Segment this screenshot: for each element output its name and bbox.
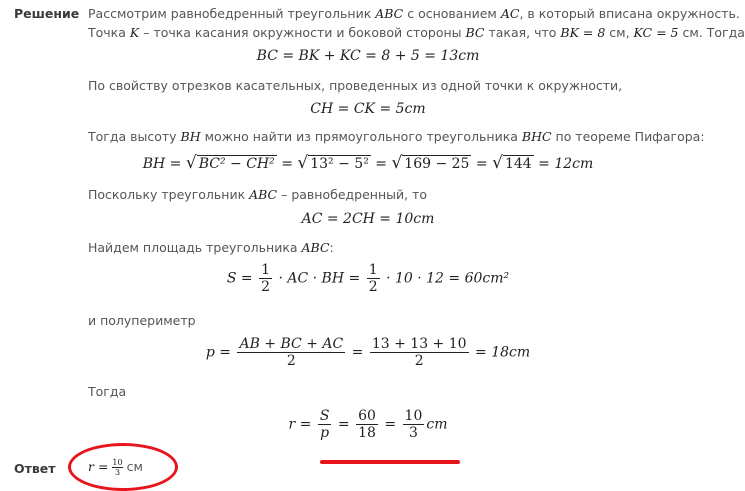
paragraph-tangent-property: По свойству отрезков касательных, проведенных из одной точки к окружности,: [88, 78, 623, 93]
formula-ch: CH = CK = 5cm: [310, 101, 426, 117]
formula-bc: BC = BK + KC = 8 + 5 = 13cm: [256, 48, 480, 64]
formula-bh: BH = √ BC² − CH² = √ 13² − 5² = √ 169 − 25 = √ 144 = 12cm: [142, 153, 594, 173]
paragraph-intro-line1: Рассмотрим равнобедренный треугольник ABC с основанием AC, в который вписана окружность.: [88, 6, 740, 21]
paragraph-then: Тогда: [88, 384, 127, 399]
formula-area: S = $\frac{1}{2}$ · AC · BH = $\frac{1}{2}$ · 10 · 12 = 60cm²: [226, 262, 510, 295]
formula-radius: r = $\frac{S}{p}$ = $\frac{60}{18}$ = $\frac{10}{3}$ cm: [288, 408, 448, 441]
solution-content: [88, 0, 745, 489]
answer-value: r = $\frac{10}{3}$ см: [88, 458, 143, 477]
red-underline-annotation: [320, 460, 460, 464]
paragraph-semiperimeter: и полупериметр: [88, 313, 196, 328]
formula-semiperimeter: p = $\frac{AB + BC + AC}{2}$ = $\frac{13 + 13 + 10}{2}$ = 18cm: [205, 336, 531, 369]
solution-label: Решение: [14, 6, 80, 21]
paragraph-area: Найдем площадь треугольника ABC:: [88, 240, 334, 255]
answer-label: Ответ: [14, 461, 56, 476]
paragraph-intro-line2: Точка K – точка касания окружности и боковой стороны BC такая, что BK = 8 см, KC = 5 см. Тогда: [88, 25, 745, 40]
formula-ac: AC = 2CH = 10cm: [301, 211, 435, 227]
paragraph-height: Тогда высоту BH можно найти из прямоугольного треугольника BHC по теореме Пифагора:: [88, 129, 705, 144]
paragraph-isosceles: Поскольку треугольник ABC – равнобедренный, то: [88, 187, 427, 202]
